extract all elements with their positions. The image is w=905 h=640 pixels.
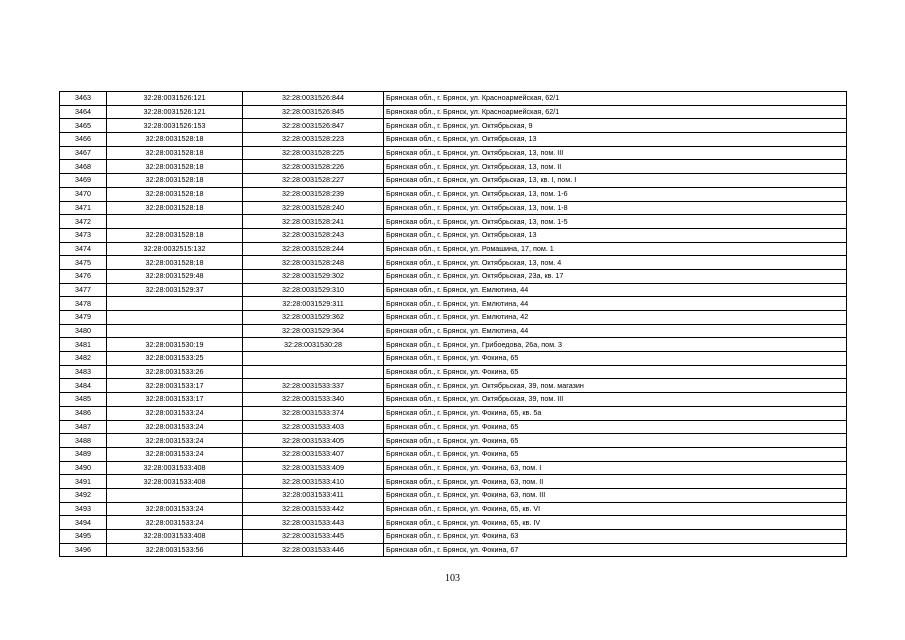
address-cell: Брянская обл., г. Брянск, ул. Октябрьская, 13, пом. II [384,160,847,174]
cadastral-number-cell: 32:28:0031528:223 [243,133,384,147]
table-row [60,201,847,215]
source-cadastral-number-cell: 32:28:0031528:18 [107,133,243,147]
table-row [60,160,847,174]
address-cell: Брянская обл., г. Брянск, ул. Октябрьская, 13, кв. I, пом. I [384,174,847,188]
row-number-cell: 3481 [60,338,107,352]
cadastral-number-cell: 32:28:0031528:248 [243,256,384,270]
table-row [60,516,847,530]
table-row [60,461,847,475]
cadastral-number-cell [243,365,384,379]
cadastral-number-cell: 32:28:0031526:847 [243,119,384,133]
row-number-cell: 3473 [60,228,107,242]
row-number-cell: 3488 [60,434,107,448]
address-cell: Брянская обл., г. Брянск, ул. Октябрьская, 13, пом. 1-6 [384,187,847,201]
address-cell: Брянская обл., г. Брянск, ул. Фокина, 63, пом. I [384,461,847,475]
source-cadastral-number-cell: 32:28:0031533:24 [107,447,243,461]
cadastral-number-cell: 32:28:0031528:244 [243,242,384,256]
address-cell: Брянская обл., г. Брянск, ул. Емлютина, 44 [384,283,847,297]
row-number-cell: 3495 [60,530,107,544]
address-cell: Брянская обл., г. Брянск, ул. Фокина, 65 [384,434,847,448]
source-cadastral-number-cell: 32:28:0031533:408 [107,475,243,489]
source-cadastral-number-cell: 32:28:0031528:18 [107,187,243,201]
table-row [60,406,847,420]
address-cell: Брянская обл., г. Брянск, ул. Фокина, 65 [384,365,847,379]
table-row [60,174,847,188]
row-number-cell: 3496 [60,543,107,557]
row-number-cell: 3480 [60,324,107,338]
source-cadastral-number-cell: 32:28:0031526:121 [107,105,243,119]
table-row [60,475,847,489]
row-number-cell: 3469 [60,174,107,188]
address-cell: Брянская обл., г. Брянск, ул. Октябрьская, 39, пом. магазин [384,379,847,393]
table-row [60,324,847,338]
table-row [60,420,847,434]
table-row [60,215,847,229]
source-cadastral-number-cell: 32:28:0031526:121 [107,92,243,106]
row-number-cell: 3491 [60,475,107,489]
row-number-cell: 3492 [60,488,107,502]
address-cell: Брянская обл., г. Брянск, ул. Емлютина, 44 [384,297,847,311]
row-number-cell: 3468 [60,160,107,174]
row-number-cell: 3476 [60,269,107,283]
table-row [60,283,847,297]
row-number-cell: 3472 [60,215,107,229]
address-cell: Брянская обл., г. Брянск, ул. Октябрьская, 13, пом. 4 [384,256,847,270]
address-cell: Брянская обл., г. Брянск, ул. Фокина, 65 [384,447,847,461]
row-number-cell: 3484 [60,379,107,393]
row-number-cell: 3494 [60,516,107,530]
row-number-cell: 3485 [60,393,107,407]
source-cadastral-number-cell: 32:28:0031528:18 [107,256,243,270]
table-row [60,256,847,270]
cadastral-number-cell: 32:28:0031533:442 [243,502,384,516]
cadastral-number-cell: 32:28:0031528:225 [243,146,384,160]
address-cell: Брянская обл., г. Брянск, ул. Фокина, 65 [384,352,847,366]
table-row [60,543,847,557]
cadastral-number-cell: 32:28:0031529:310 [243,283,384,297]
source-cadastral-number-cell: 32:28:0031528:18 [107,201,243,215]
row-number-cell: 3483 [60,365,107,379]
cadastral-number-cell: 32:28:0031533:409 [243,461,384,475]
registry-table [59,91,847,557]
address-cell: Брянская обл., г. Брянск, ул. Емлютина, 44 [384,324,847,338]
registry-table-body [60,92,847,557]
table-row [60,119,847,133]
address-cell: Брянская обл., г. Брянск, ул. Фокина, 65, кв. 5а [384,406,847,420]
row-number-cell: 3475 [60,256,107,270]
cadastral-number-cell: 32:28:0031533:403 [243,420,384,434]
source-cadastral-number-cell: 32:28:0031533:56 [107,543,243,557]
row-number-cell: 3479 [60,311,107,325]
address-cell: Брянская обл., г. Брянск, ул. Фокина, 63 [384,530,847,544]
row-number-cell: 3482 [60,352,107,366]
cadastral-number-cell: 32:28:0031528:226 [243,160,384,174]
cadastral-number-cell: 32:28:0031528:227 [243,174,384,188]
table-row [60,297,847,311]
table-row [60,365,847,379]
cadastral-number-cell: 32:28:0031533:411 [243,488,384,502]
row-number-cell: 3465 [60,119,107,133]
row-number-cell: 3477 [60,283,107,297]
cadastral-number-cell: 32:28:0031528:243 [243,228,384,242]
address-cell: Брянская обл., г. Брянск, ул. Октябрьская, 23а, кв. 17 [384,269,847,283]
address-cell: Брянская обл., г. Брянск, ул. Октябрьская, 9 [384,119,847,133]
address-cell: Брянская обл., г. Брянск, ул. Грибоедова, 26а, пом. 3 [384,338,847,352]
cadastral-number-cell: 32:28:0031528:239 [243,187,384,201]
cadastral-number-cell: 32:28:0031528:241 [243,215,384,229]
table-row [60,269,847,283]
source-cadastral-number-cell: 32:28:0031533:26 [107,365,243,379]
table-row [60,338,847,352]
source-cadastral-number-cell: 32:28:0031533:24 [107,434,243,448]
table-row [60,146,847,160]
cadastral-number-cell: 32:28:0031526:844 [243,92,384,106]
address-cell: Брянская обл., г. Брянск, ул. Емлютина, 42 [384,311,847,325]
table-row [60,502,847,516]
row-number-cell: 3463 [60,92,107,106]
cadastral-number-cell: 32:28:0031528:240 [243,201,384,215]
table-row [60,379,847,393]
address-cell: Брянская обл., г. Брянск, ул. Фокина, 65, кв. VI [384,502,847,516]
row-number-cell: 3490 [60,461,107,475]
source-cadastral-number-cell: 32:28:0031533:24 [107,406,243,420]
source-cadastral-number-cell: 32:28:0031533:25 [107,352,243,366]
address-cell: Брянская обл., г. Брянск, ул. Октябрьская, 13 [384,228,847,242]
source-cadastral-number-cell: 32:28:0031528:18 [107,174,243,188]
address-cell: Брянская обл., г. Брянск, ул. Красноармейская, 62/1 [384,105,847,119]
row-number-cell: 3466 [60,133,107,147]
row-number-cell: 3467 [60,146,107,160]
row-number-cell: 3486 [60,406,107,420]
address-cell: Брянская обл., г. Брянск, ул. Октябрьская, 13 [384,133,847,147]
source-cadastral-number-cell: 32:28:0031528:18 [107,160,243,174]
source-cadastral-number-cell: 32:28:0031533:24 [107,502,243,516]
table-row [60,187,847,201]
source-cadastral-number-cell: 32:28:0031533:24 [107,516,243,530]
row-number-cell: 3470 [60,187,107,201]
cadastral-number-cell: 32:28:0031526:845 [243,105,384,119]
page-number: 103 [445,573,460,584]
source-cadastral-number-cell: 32:28:0031530:19 [107,338,243,352]
address-cell: Брянская обл., г. Брянск, ул. Октябрьская, 13, пом. 1-8 [384,201,847,215]
address-cell: Брянская обл., г. Брянск, ул. Фокина, 65 [384,420,847,434]
address-cell: Брянская обл., г. Брянск, ул. Фокина, 67 [384,543,847,557]
row-number-cell: 3464 [60,105,107,119]
source-cadastral-number-cell: 32:28:0031529:37 [107,283,243,297]
address-cell: Брянская обл., г. Брянск, ул. Ромашина, 17, пом. 1 [384,242,847,256]
row-number-cell: 3489 [60,447,107,461]
cadastral-number-cell: 32:28:0031530:28 [243,338,384,352]
cadastral-number-cell: 32:28:0031533:410 [243,475,384,489]
source-cadastral-number-cell: 32:28:0031526:153 [107,119,243,133]
table-row [60,228,847,242]
cadastral-number-cell: 32:28:0031533:337 [243,379,384,393]
address-cell: Брянская обл., г. Брянск, ул. Фокина, 65, кв. IV [384,516,847,530]
address-cell: Брянская обл., г. Брянск, ул. Фокина, 63, пом. III [384,488,847,502]
cadastral-number-cell: 32:28:0031529:302 [243,269,384,283]
source-cadastral-number-cell: 32:28:0031528:18 [107,146,243,160]
source-cadastral-number-cell: 32:28:0031528:18 [107,228,243,242]
source-cadastral-number-cell: 32:28:0031533:17 [107,379,243,393]
source-cadastral-number-cell: 32:28:0032515:132 [107,242,243,256]
cadastral-number-cell: 32:28:0031533:374 [243,406,384,420]
source-cadastral-number-cell: 32:28:0031529:48 [107,269,243,283]
cadastral-number-cell: 32:28:0031529:364 [243,324,384,338]
source-cadastral-number-cell: 32:28:0031533:17 [107,393,243,407]
table-row [60,434,847,448]
row-number-cell: 3487 [60,420,107,434]
source-cadastral-number-cell [107,488,243,502]
table-row [60,311,847,325]
cadastral-number-cell [243,352,384,366]
table-row [60,242,847,256]
table-row [60,530,847,544]
address-cell: Брянская обл., г. Брянск, ул. Октябрьская, 13, пом. III [384,146,847,160]
source-cadastral-number-cell [107,297,243,311]
cadastral-number-cell: 32:28:0031529:362 [243,311,384,325]
address-cell: Брянская обл., г. Брянск, ул. Октябрьская, 39, пом. III [384,393,847,407]
cadastral-number-cell: 32:28:0031533:407 [243,447,384,461]
source-cadastral-number-cell: 32:28:0031533:408 [107,530,243,544]
row-number-cell: 3478 [60,297,107,311]
address-cell: Брянская обл., г. Брянск, ул. Октябрьская, 13, пом. 1-5 [384,215,847,229]
cadastral-number-cell: 32:28:0031533:405 [243,434,384,448]
cadastral-number-cell: 32:28:0031533:445 [243,530,384,544]
row-number-cell: 3493 [60,502,107,516]
source-cadastral-number-cell [107,324,243,338]
cadastral-number-cell: 32:28:0031529:311 [243,297,384,311]
table-row [60,393,847,407]
address-cell: Брянская обл., г. Брянск, ул. Фокина, 63, пом. II [384,475,847,489]
source-cadastral-number-cell [107,311,243,325]
source-cadastral-number-cell [107,215,243,229]
table-row [60,488,847,502]
address-cell: Брянская обл., г. Брянск, ул. Красноармейская, 62/1 [384,92,847,106]
table-row [60,92,847,106]
table-row [60,447,847,461]
cadastral-number-cell: 32:28:0031533:443 [243,516,384,530]
table-row [60,133,847,147]
row-number-cell: 3471 [60,201,107,215]
source-cadastral-number-cell: 32:28:0031533:408 [107,461,243,475]
table-row [60,105,847,119]
source-cadastral-number-cell: 32:28:0031533:24 [107,420,243,434]
row-number-cell: 3474 [60,242,107,256]
cadastral-number-cell: 32:28:0031533:446 [243,543,384,557]
cadastral-number-cell: 32:28:0031533:340 [243,393,384,407]
table-row [60,352,847,366]
